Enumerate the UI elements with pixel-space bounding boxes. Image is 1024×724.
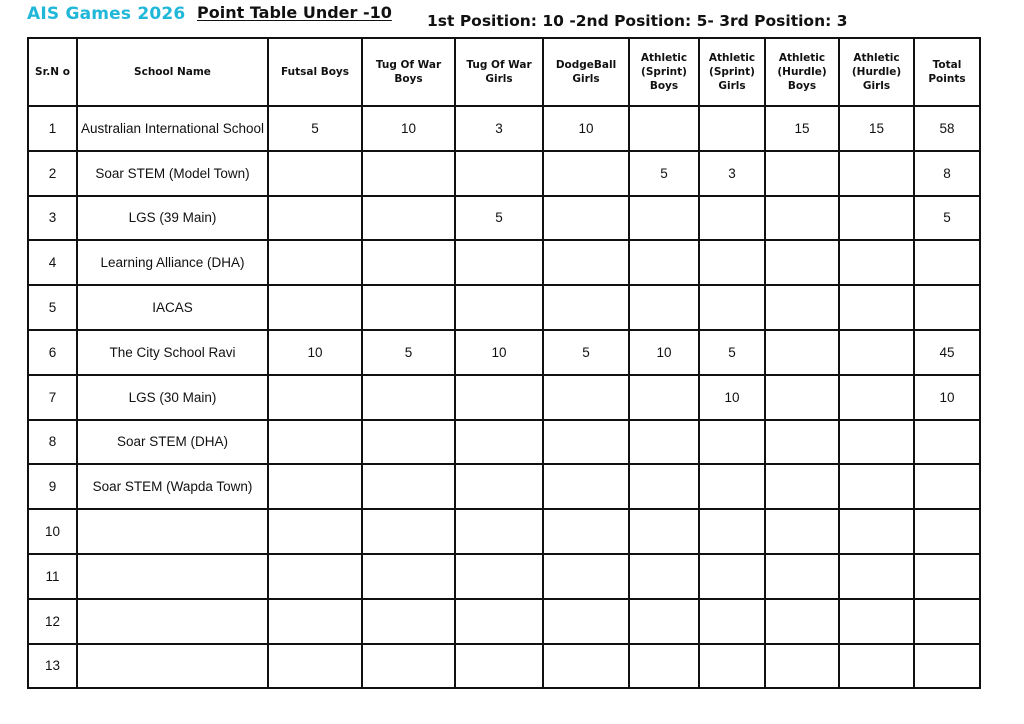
futsal-boys-cell [268, 644, 362, 689]
sr-no-cell: 3 [28, 196, 77, 241]
table-row [28, 599, 980, 644]
futsal-boys-cell: 5 [268, 106, 362, 151]
tug-of-war-girls-cell [455, 464, 543, 509]
table-row [28, 196, 980, 241]
school-name-cell: Soar STEM (Model Town) [77, 151, 268, 196]
athletic-sprint-boys-cell [629, 464, 699, 509]
point-table [27, 37, 981, 689]
tug-of-war-boys-cell [362, 420, 455, 465]
total-points-cell: 45 [914, 330, 980, 375]
sr-no-cell: 2 [28, 151, 77, 196]
table-row [28, 285, 980, 330]
total-points-cell [914, 509, 980, 554]
header-tug-of-war-girls: Tug Of War Girls [455, 38, 543, 106]
athletic-sprint-boys-cell: 10 [629, 330, 699, 375]
athletic-sprint-boys-cell [629, 240, 699, 285]
total-points-cell [914, 285, 980, 330]
table-row [28, 240, 980, 285]
athletic-hurdle-girls-cell [839, 240, 914, 285]
tug-of-war-boys-cell [362, 196, 455, 241]
tug-of-war-boys-cell [362, 151, 455, 196]
school-name-cell [77, 554, 268, 599]
tug-of-war-girls-cell [455, 151, 543, 196]
futsal-boys-cell [268, 509, 362, 554]
table-row [28, 644, 980, 689]
sr-no-cell: 5 [28, 285, 77, 330]
athletic-hurdle-girls-cell [839, 554, 914, 599]
sr-no-cell: 13 [28, 644, 77, 689]
header-athletic-sprint-boys: Athletic (Sprint) Boys [629, 38, 699, 106]
athletic-hurdle-girls-cell [839, 151, 914, 196]
futsal-boys-cell [268, 196, 362, 241]
athletic-sprint-girls-cell [699, 285, 765, 330]
brand-title: AIS Games 2026 [27, 4, 186, 24]
school-name-cell: The City School Ravi [77, 330, 268, 375]
athletic-sprint-girls-cell [699, 599, 765, 644]
athletic-hurdle-girls-cell [839, 196, 914, 241]
total-points-cell: 5 [914, 196, 980, 241]
athletic-sprint-girls-cell [699, 420, 765, 465]
dodgeball-girls-cell [543, 151, 629, 196]
athletic-hurdle-boys-cell [765, 554, 839, 599]
athletic-hurdle-boys-cell [765, 151, 839, 196]
athletic-sprint-girls-cell [699, 240, 765, 285]
athletic-sprint-girls-cell [699, 554, 765, 599]
table-row [28, 464, 980, 509]
athletic-sprint-girls-cell: 10 [699, 375, 765, 420]
athletic-hurdle-girls-cell [839, 330, 914, 375]
athletic-hurdle-boys-cell [765, 375, 839, 420]
tug-of-war-boys-cell: 10 [362, 106, 455, 151]
table-row [28, 509, 980, 554]
athletic-hurdle-girls-cell [839, 464, 914, 509]
athletic-sprint-boys-cell [629, 599, 699, 644]
header-athletic-hurdle-boys: Athletic (Hurdle) Boys [765, 38, 839, 106]
school-name-cell [77, 644, 268, 689]
athletic-sprint-girls-cell: 3 [699, 151, 765, 196]
school-name-cell: Learning Alliance (DHA) [77, 240, 268, 285]
sr-no-cell: 9 [28, 464, 77, 509]
athletic-sprint-boys-cell [629, 106, 699, 151]
dodgeball-girls-cell [543, 509, 629, 554]
futsal-boys-cell [268, 285, 362, 330]
dodgeball-girls-cell [543, 644, 629, 689]
tug-of-war-boys-cell [362, 554, 455, 599]
athletic-hurdle-boys-cell [765, 285, 839, 330]
sr-no-cell: 7 [28, 375, 77, 420]
school-name-cell: Soar STEM (Wapda Town) [77, 464, 268, 509]
tug-of-war-girls-cell [455, 644, 543, 689]
athletic-hurdle-boys-cell [765, 599, 839, 644]
total-points-cell: 8 [914, 151, 980, 196]
sr-no-cell: 11 [28, 554, 77, 599]
school-name-cell: Australian International School [77, 106, 268, 151]
athletic-sprint-girls-cell [699, 509, 765, 554]
athletic-sprint-boys-cell [629, 375, 699, 420]
athletic-sprint-boys-cell [629, 644, 699, 689]
total-points-cell [914, 644, 980, 689]
athletic-sprint-girls-cell: 5 [699, 330, 765, 375]
athletic-hurdle-boys-cell [765, 420, 839, 465]
athletic-sprint-boys-cell [629, 285, 699, 330]
total-points-cell [914, 464, 980, 509]
sr-no-cell: 4 [28, 240, 77, 285]
athletic-sprint-boys-cell [629, 196, 699, 241]
athletic-sprint-girls-cell [699, 106, 765, 151]
dodgeball-girls-cell [543, 554, 629, 599]
total-points-cell: 58 [914, 106, 980, 151]
table-row [28, 420, 980, 465]
tug-of-war-girls-cell [455, 554, 543, 599]
futsal-boys-cell [268, 240, 362, 285]
tug-of-war-boys-cell [362, 240, 455, 285]
dodgeball-girls-cell [543, 240, 629, 285]
table-header-row [28, 38, 980, 106]
dodgeball-girls-cell [543, 285, 629, 330]
tug-of-war-girls-cell [455, 285, 543, 330]
sr-no-cell: 12 [28, 599, 77, 644]
futsal-boys-cell [268, 464, 362, 509]
athletic-hurdle-boys-cell [765, 240, 839, 285]
dodgeball-girls-cell [543, 464, 629, 509]
futsal-boys-cell [268, 554, 362, 599]
sr-no-cell: 1 [28, 106, 77, 151]
sr-no-cell: 6 [28, 330, 77, 375]
athletic-hurdle-girls-cell [839, 599, 914, 644]
dodgeball-girls-cell [543, 375, 629, 420]
futsal-boys-cell: 10 [268, 330, 362, 375]
tug-of-war-boys-cell [362, 599, 455, 644]
dodgeball-girls-cell [543, 420, 629, 465]
school-name-cell: IACAS [77, 285, 268, 330]
athletic-sprint-girls-cell [699, 464, 765, 509]
dodgeball-girls-cell: 5 [543, 330, 629, 375]
table-row [28, 554, 980, 599]
dodgeball-girls-cell: 10 [543, 106, 629, 151]
page-title: Point Table Under -10 [197, 3, 392, 22]
tug-of-war-boys-cell [362, 509, 455, 554]
sr-no-cell: 10 [28, 509, 77, 554]
athletic-hurdle-girls-cell: 15 [839, 106, 914, 151]
athletic-sprint-boys-cell: 5 [629, 151, 699, 196]
table-row [28, 106, 980, 151]
athletic-hurdle-boys-cell [765, 196, 839, 241]
school-name-cell [77, 509, 268, 554]
futsal-boys-cell [268, 420, 362, 465]
athletic-hurdle-girls-cell [839, 420, 914, 465]
athletic-hurdle-boys-cell [765, 644, 839, 689]
header-total-points: Total Points [914, 38, 980, 106]
header-tug-of-war-boys: Tug Of War Boys [362, 38, 455, 106]
athletic-sprint-boys-cell [629, 420, 699, 465]
tug-of-war-girls-cell [455, 240, 543, 285]
total-points-cell [914, 240, 980, 285]
athletic-sprint-boys-cell [629, 509, 699, 554]
athletic-hurdle-girls-cell [839, 509, 914, 554]
futsal-boys-cell [268, 599, 362, 644]
athletic-hurdle-girls-cell [839, 644, 914, 689]
school-name-cell [77, 599, 268, 644]
header-futsal-boys: Futsal Boys [268, 38, 362, 106]
futsal-boys-cell [268, 151, 362, 196]
athletic-hurdle-boys-cell [765, 330, 839, 375]
athletic-hurdle-boys-cell [765, 464, 839, 509]
athletic-hurdle-girls-cell [839, 375, 914, 420]
total-points-cell: 10 [914, 375, 980, 420]
futsal-boys-cell [268, 375, 362, 420]
tug-of-war-boys-cell [362, 375, 455, 420]
header-sr-no: Sr.N o [28, 38, 77, 106]
tug-of-war-girls-cell: 10 [455, 330, 543, 375]
athletic-hurdle-boys-cell [765, 509, 839, 554]
position-points-legend: 1st Position: 10 -2nd Position: 5- 3rd Position: 3 [427, 12, 848, 30]
sr-no-cell: 8 [28, 420, 77, 465]
athletic-sprint-girls-cell [699, 196, 765, 241]
tug-of-war-boys-cell [362, 285, 455, 330]
tug-of-war-girls-cell: 3 [455, 106, 543, 151]
header-athletic-hurdle-girls: Athletic (Hurdle) Girls [839, 38, 914, 106]
tug-of-war-girls-cell [455, 420, 543, 465]
total-points-cell [914, 554, 980, 599]
school-name-cell: LGS (39 Main) [77, 196, 268, 241]
tug-of-war-girls-cell [455, 599, 543, 644]
athletic-hurdle-boys-cell: 15 [765, 106, 839, 151]
athletic-sprint-boys-cell [629, 554, 699, 599]
athletic-sprint-girls-cell [699, 644, 765, 689]
total-points-cell [914, 599, 980, 644]
tug-of-war-girls-cell [455, 375, 543, 420]
total-points-cell [914, 420, 980, 465]
school-name-cell: Soar STEM (DHA) [77, 420, 268, 465]
dodgeball-girls-cell [543, 196, 629, 241]
tug-of-war-girls-cell [455, 509, 543, 554]
school-name-cell: LGS (30 Main) [77, 375, 268, 420]
table-row [28, 151, 980, 196]
header-athletic-sprint-girls: Athletic (Sprint) Girls [699, 38, 765, 106]
table-row [28, 330, 980, 375]
dodgeball-girls-cell [543, 599, 629, 644]
tug-of-war-boys-cell: 5 [362, 330, 455, 375]
table-row [28, 375, 980, 420]
tug-of-war-boys-cell [362, 644, 455, 689]
header-dodgeball-girls: DodgeBall Girls [543, 38, 629, 106]
athletic-hurdle-girls-cell [839, 285, 914, 330]
tug-of-war-girls-cell: 5 [455, 196, 543, 241]
table-body [28, 106, 980, 688]
tug-of-war-boys-cell [362, 464, 455, 509]
header-school-name: School Name [77, 38, 268, 106]
